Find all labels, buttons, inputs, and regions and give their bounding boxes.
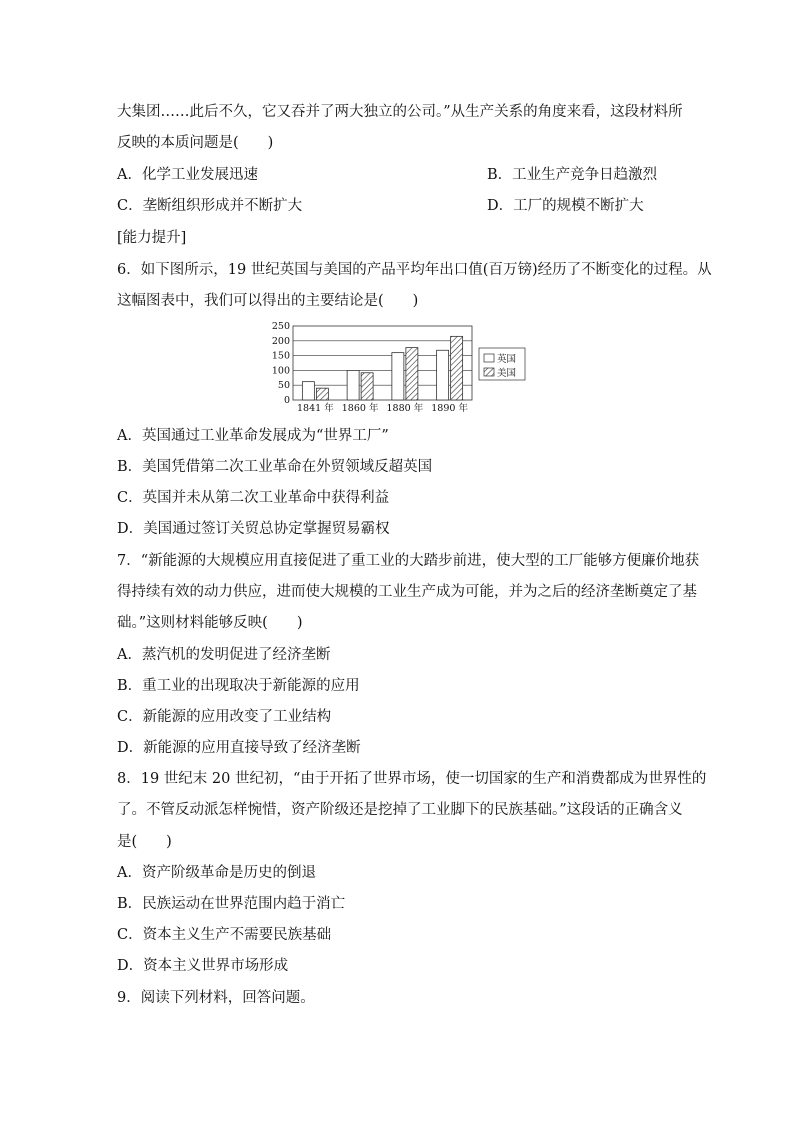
legend-swatch [484,368,494,376]
bar-us [361,373,373,400]
q5-option-a: A．化学工业发展迅速 [117,167,258,183]
q7-option-c: C．新能源的应用改变了工业结构 [117,709,332,725]
y-tick-label: 250 [271,322,290,332]
legend-swatch [484,354,494,362]
y-tick-label: 0 [283,395,290,406]
legend-label: 美国 [497,368,517,379]
q6-option-b: B．美国凭借第二次工业革命在外贸领域反超英国 [117,459,433,475]
export-bar-chart [262,322,530,418]
q8-line-3: 是( ) [117,834,172,850]
q5-continuation-line-1: 大集团……此后不久，它又吞并了两大独立的公司。”从生产关系的角度来看，这段材料所 [117,104,683,120]
q8-option-a: A．资产阶级革命是历史的倒退 [117,865,316,881]
q8-option-c: C．资本主义生产不需要民族基础 [117,927,332,943]
q7-option-b: B．重工业的出现取决于新能源的应用 [117,678,360,694]
q8-option-d: D．资本主义世界市场形成 [117,958,289,974]
bar-uk [437,350,449,400]
q7-option-a: A．蒸汽机的发明促进了经济垄断 [117,647,331,663]
q7-line-2: 得持续有效的动力供应，进而使大规模的工业生产成为可能，并为之后的经济垄断奠定了基 [117,584,697,600]
q5-option-b: B．工业生产竞争日趋激烈 [487,167,658,183]
q8-option-b: B．民族运动在世界范围内趋于消亡 [117,896,346,912]
q5-option-c: C．垄断组织形成并不断扩大 [117,198,303,214]
q5-option-row-1 [117,165,658,185]
bar-uk [392,353,404,400]
y-tick-label: 150 [271,350,290,362]
q6-option-d: D．美国通过签订关贸总协定掌握贸易霸权 [117,521,390,537]
q8-line-1: 8．19 世纪末 20 世纪初，“由于开拓了世界市场，使一切国家的生产和消费都成为世界性的 [117,771,707,787]
x-tick-label: 1890 年 [431,403,468,414]
q9-line-1: 9．阅读下列材料，回答问题。 [117,990,315,1006]
y-tick-label: 100 [271,365,290,377]
q6-line-1: 6．如下图所示，19 世纪英国与美国的产品平均年出口值(百万镑)经历了不断变化的过程。从 [117,262,712,278]
q7-line-1: 7．“新能源的大规模应用直接促进了重工业的大踏步前进，使大型的工厂能够方便廉价地获 [117,553,700,569]
q5-option-row-2 [117,196,644,216]
q8-line-2: 了。不管反动派怎样惋惜，资产阶级还是挖掉了工业脚下的民族基础。”这段话的正确含义 [117,802,683,818]
section-heading: [能力提升] [117,230,187,246]
q7-option-d: D．新能源的应用直接导致了经济垄断 [117,740,361,756]
x-tick-label: 1860 年 [341,403,379,414]
x-tick-label: 1841 年 [297,403,334,414]
q7-line-3: 础。”这则材料能够反映( ) [117,615,303,631]
bar-us [451,336,463,400]
bar-us [316,388,328,400]
bar-uk [347,370,359,400]
y-tick-label: 50 [277,380,290,392]
q5-option-d: D．工厂的规模不断扩大 [487,198,644,214]
q5-continuation-line-2: 反映的本质问题是( ) [117,135,274,151]
q6-option-a: A．英国通过工业革命发展成为“世界工厂” [117,428,389,444]
bar-us [406,348,418,400]
q6-option-c: C．英国并未从第二次工业革命中获得利益 [117,490,390,506]
x-tick-label: 1880 年 [386,403,424,414]
bar-uk [302,382,314,400]
y-tick-label: 200 [271,335,290,347]
legend-label: 英国 [497,354,517,365]
q6-line-2: 这幅图表中，我们可以得出的主要结论是( ) [117,293,419,309]
